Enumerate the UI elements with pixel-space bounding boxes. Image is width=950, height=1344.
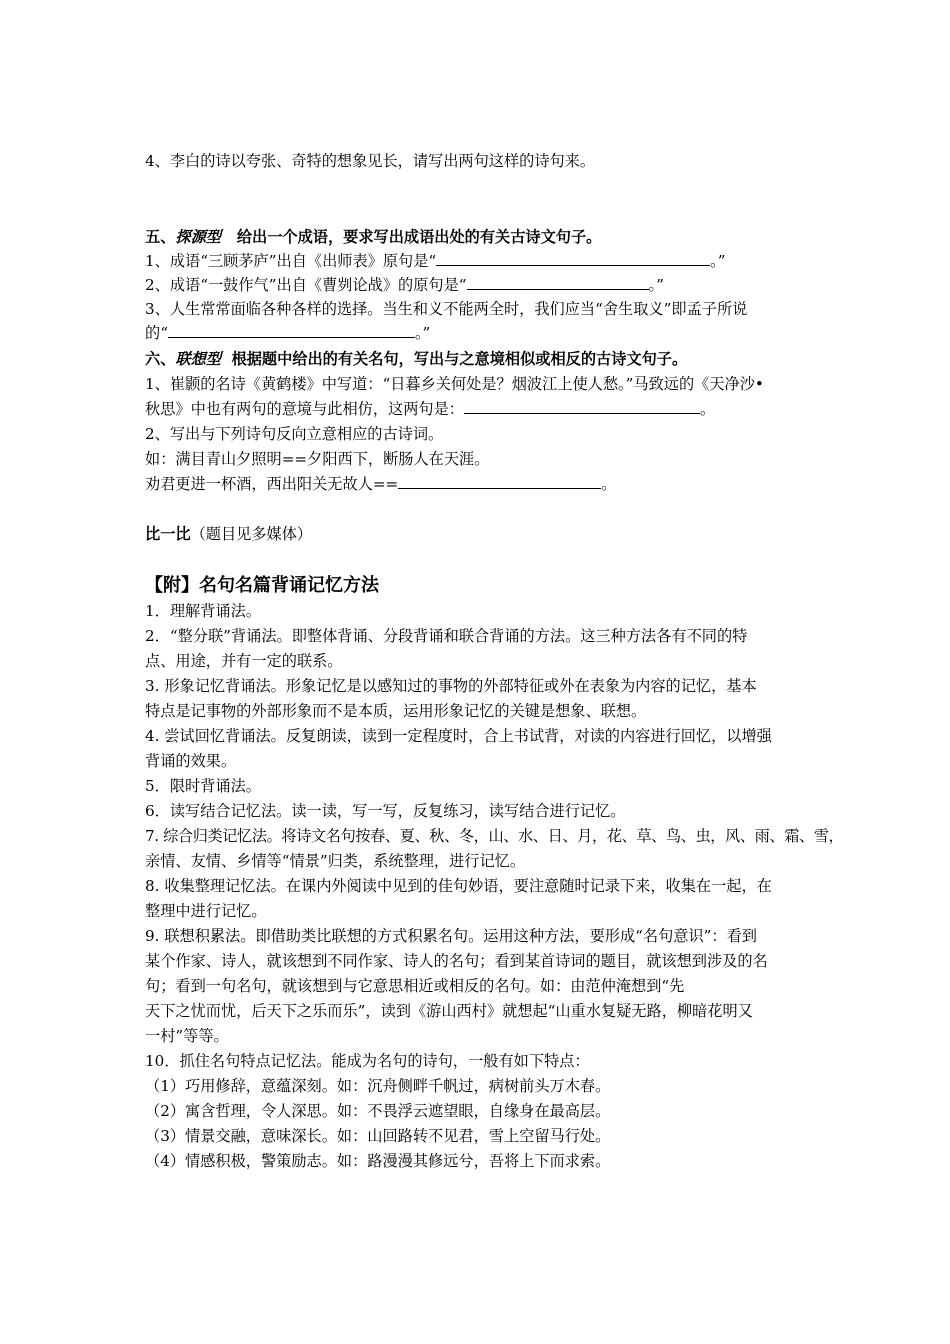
answer-blank[interactable] xyxy=(436,251,710,266)
appendix-line: 点、用途，并有一定的联系。 xyxy=(145,652,343,670)
question-text: 。 xyxy=(601,475,617,493)
appendix-line: 9. 联想积累法。即借助类比联想的方式积累名句。运用这种方法，要形成“名句意识”：看到 xyxy=(145,927,757,945)
appendix-line: 2．“整分联”背诵法。即整体背诵、分段背诵和联合背诵的方法。这三种方法各有不同的特 xyxy=(145,627,748,645)
answer-blank[interactable] xyxy=(464,399,700,414)
question-li-bai: 4、李白的诗以夸张、奇特的想象见长，请写出两句这样的诗句来。 xyxy=(145,152,596,170)
section-6-type: 联想型 xyxy=(175,350,221,368)
question-text: 2、成语“一鼓作气”出自《曹刿论战》的原句是“ xyxy=(145,276,467,294)
section-6-question-1-cont xyxy=(145,397,715,421)
appendix-line: 句；看到一句名句，就该想到与它意思相近或相反的名句。如：由范仲淹想到“先 xyxy=(145,977,685,995)
section-5-question-1 xyxy=(145,249,726,273)
appendix-line: （3）情景交融，意味深长。如：山回路转不见君，雪上空留马行处。 xyxy=(145,1127,611,1145)
appendix-line: 背诵的效果。 xyxy=(145,752,237,770)
question-text: 的“ xyxy=(145,324,168,342)
appendix-line: 一村”等等。 xyxy=(145,1027,229,1045)
section-5-question-2 xyxy=(145,273,664,297)
question-text: 。” xyxy=(414,324,431,342)
appendix-line: 1．理解背诵法。 xyxy=(145,602,261,620)
compare-heading xyxy=(145,522,312,546)
section-5-question-3-cont xyxy=(145,321,430,345)
appendix-line: 亲情、友情、乡情等“情景”归类，系统整理，进行记忆。 xyxy=(145,852,526,870)
appendix-line: 整理中进行记忆。 xyxy=(145,902,267,920)
appendix-line: （1）巧用修辞，意蕴深刻。如：沉舟侧畔千帆过，病树前头万木春。 xyxy=(145,1077,611,1095)
answer-blank[interactable] xyxy=(467,275,649,290)
question-text: 秋思》中也有两句的意境与此相仿，这两句是： xyxy=(145,400,464,418)
section-6-example: 如：满目青山夕照明==夕阳西下，断肠人在天涯。 xyxy=(145,450,490,468)
appendix-line: 6．读写结合记忆法。读一读，写一写，反复练习，读写结合进行记忆。 xyxy=(145,802,626,820)
question-text: 。” xyxy=(710,252,726,270)
section-5-description: 给出一个成语，要求写出成语出处的有关古诗文句子。 xyxy=(236,228,602,246)
appendix-line: 4. 尝试回忆背诵法。反复朗读，读到一定程度时，合上书试背，对读的内容进行回忆，以增强 xyxy=(145,727,772,745)
appendix-line: 5．限时背诵法。 xyxy=(145,777,261,795)
section-5-question-3: 3、人生常常面临各种各样的选择。当生和义不能两全时，我们应当“舍生取义”即孟子所说 xyxy=(145,300,748,318)
compare-note: （题目见多媒体） xyxy=(190,525,313,543)
appendix-line: （4）情感积极，警策励志。如：路漫漫其修远兮，吾将上下而求索。 xyxy=(145,1152,611,1170)
question-text: 。” xyxy=(648,276,664,294)
section-6-question-1: 1、崔颢的名诗《黄鹤楼》中写道：“日暮乡关何处是？烟波江上使人愁。”马致远的《天净沙• xyxy=(145,375,764,393)
compare-label: 比一比 xyxy=(145,525,191,543)
question-text: 劝君更进一杯酒，西出阳关无故人== xyxy=(145,475,399,493)
section-6-number: 六、 xyxy=(145,350,176,368)
section-6-question-2: 2、写出与下列诗句反向立意相应的古诗词。 xyxy=(145,425,444,443)
question-text: 。 xyxy=(699,400,716,418)
appendix-line: （2）寓含哲理，令人深思。如：不畏浮云遮望眼，自缘身在最高层。 xyxy=(145,1102,611,1120)
appendix-title: 【附】名句名篇背诵记忆方法 xyxy=(145,575,379,596)
appendix-line: 3. 形象记忆背诵法。形象记忆是以感知过的事物的外部特征或外在表象为内容的记忆，基本 xyxy=(145,677,757,695)
answer-blank[interactable] xyxy=(398,474,601,489)
appendix-line: 10．抓住名句特点记忆法。能成为名句的诗句，一般有如下特点： xyxy=(145,1052,590,1070)
appendix-line: 某个作家、诗人，就该想到不同作家、诗人的名句；看到某首诗词的题目，就该想到涉及的名 xyxy=(145,952,768,970)
section-6-heading xyxy=(145,347,687,371)
answer-blank[interactable] xyxy=(168,323,415,338)
appendix-line: 8. 收集整理记忆法。在课内外阅读中见到的佳句妙语，要注意随时记录下来，收集在一起，在 xyxy=(145,877,772,895)
section-5-number: 五、 xyxy=(145,228,176,246)
appendix-line: 7. 综合归类记忆法。将诗文名句按春、夏、秋、冬，山、水、日、月，花、草、鸟、虫，风、雨、霜、雪， xyxy=(145,827,844,845)
section-6-question-2-fill xyxy=(145,472,616,496)
section-5-heading xyxy=(145,225,601,249)
section-5-type: 探源型 xyxy=(175,228,221,246)
section-6-description: 根据题中给出的有关名句，写出与之意境相似或相反的古诗文句子。 xyxy=(231,350,688,368)
appendix-line: 特点是记事物的外部形象而不是本质，运用形象记忆的关键是想象、联想。 xyxy=(145,702,647,720)
appendix-line: 天下之忧而忧，后天下之乐而乐”，读到《游山西村》就想起“山重水复疑无路，柳暗花明又 xyxy=(145,1002,753,1020)
question-text: 1、成语“三顾茅庐”出自《出师表》原句是“ xyxy=(145,252,437,270)
